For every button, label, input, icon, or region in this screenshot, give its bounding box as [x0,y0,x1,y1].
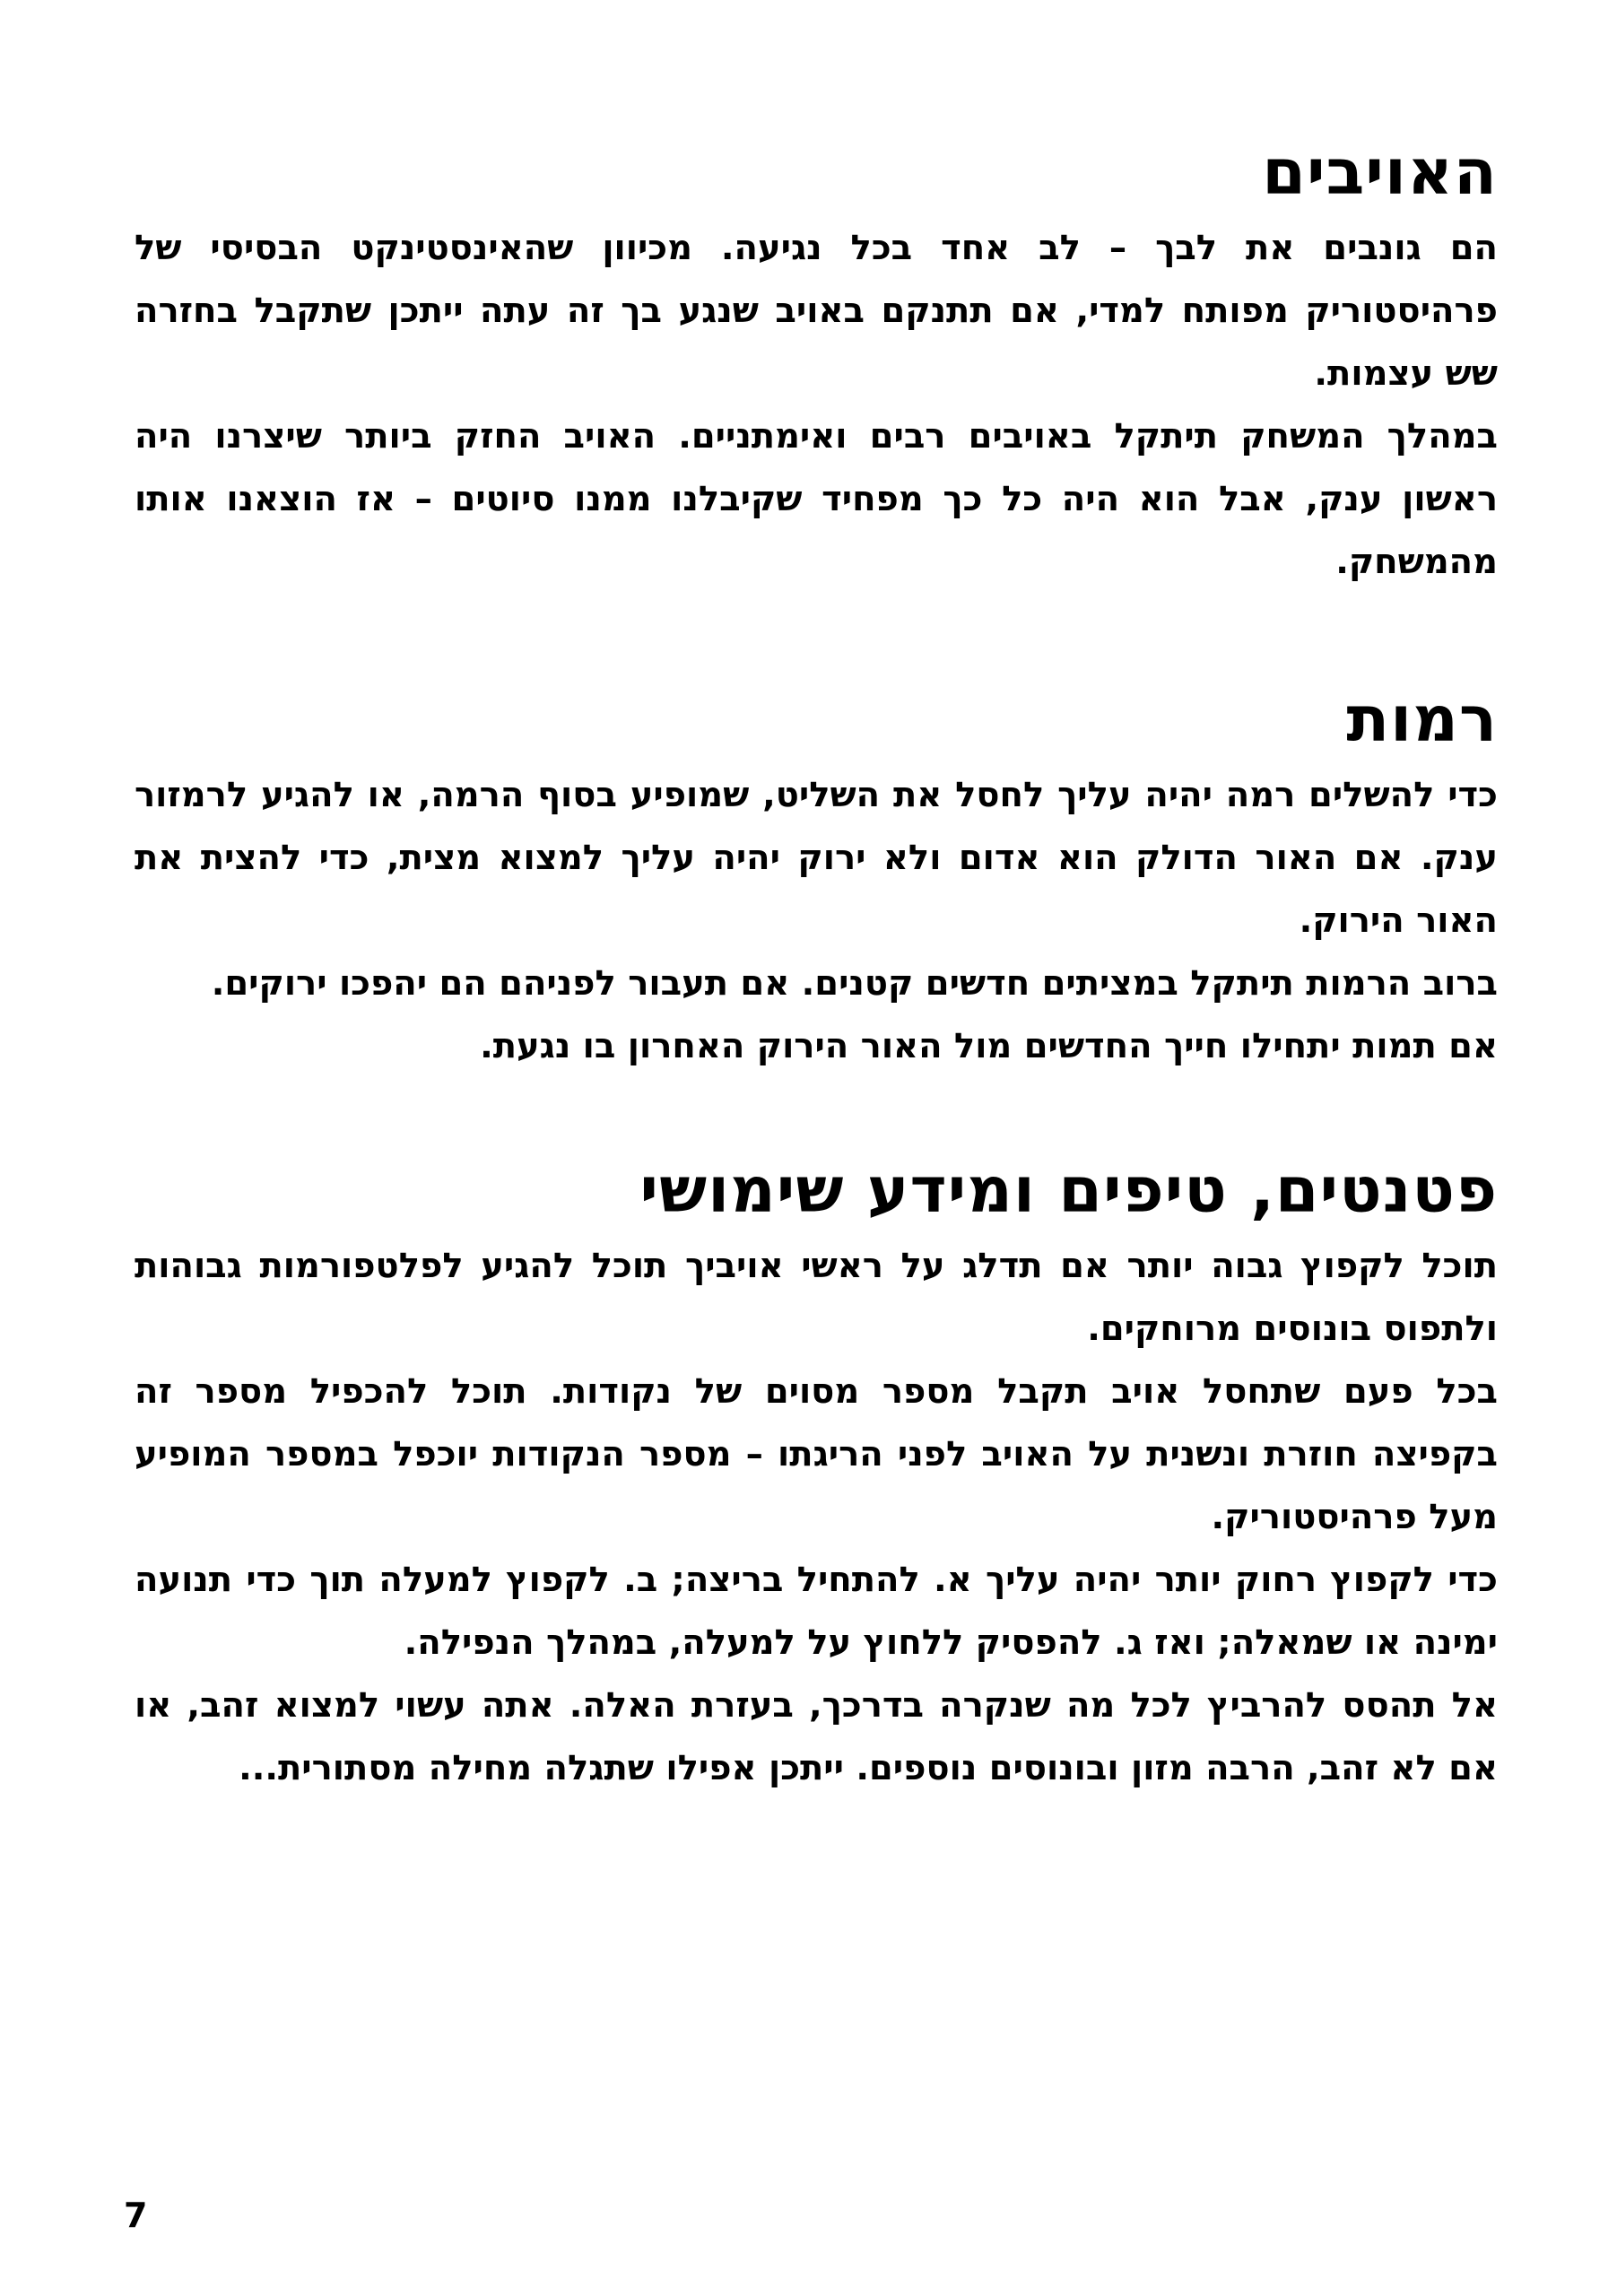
paragraph: כדי להשלים רמה יהיה עליך לחסל את השליט, שמופיע בסוף הרמה, או להגיע לרמזור ענק. אם האור הדולק הוא אדום ולא ירוק יהיה עליך למצוא מצית, כדי להצית את האור הירוק. [135,775,1498,941]
section-title-levels: רמות [1346,683,1498,756]
section-title-tips: פטנטים, טיפים ומידע שימושי [639,1153,1498,1227]
paragraph: תוכל לקפוץ גבוה יותר אם תדלג על ראשי אויביך תוכל להגיע לפלטפורמות גבוהות ולתפוס בונוסים מרוחקים. [135,1246,1498,1349]
paragraph: אם תמות יתחילו חייך החדשים מול האור הירוק האחרון בו נגעת. [480,1026,1498,1066]
section-tips [135,1152,1498,1800]
page-number: 7 [124,2196,148,2235]
section-title-enemies: האויבים [1262,135,1498,209]
paragraph: בכל פעם שתחסל אויב תקבל מספר מסוים של נקודות. תוכל להכפיל מספר זה בקפיצה חוזרת ונשנית על האויב לפני הריגתו – מספר הנקודות יוכפל במספר המופיע מעל פרהיסטוריק. [135,1371,1498,1537]
paragraph: ברוב הרמות תיתקל במציתים חדשים קטנים. אם תעבור לפניהם הם יהפכו ירוקים. [211,963,1498,1004]
section-enemies [135,135,1498,594]
paragraph: הם גונבים את לבך – לב אחד בכל נגיעה. מכיוון שהאינסטינקט הבסיסי של פרהיסטוריק מפותח למדי, אם תתנקם באויב שנגע בך זה עתה ייתכן שתקבל בחזרה שש עצמות. [135,228,1498,394]
paragraph: אל תהסס להרביץ לכל מה שנקרה בדרכך, בעזרת האלה. אתה עשוי למצוא זהב, או אם לא זהב, הרבה מזון ובונוסים נוספים. ייתכן אפילו שתגלה מחילה מסתורית... [135,1685,1498,1788]
section-levels [135,682,1498,1078]
paragraph: כדי לקפוץ רחוק יותר יהיה עליך א. להתחיל בריצה; ב. לקפוץ למעלה תוך כדי תנועה ימינה או שמאלה; ואז ג. להפסיק ללחוץ על למעלה, במהלך הנפילה. [135,1560,1498,1663]
paragraph: במהלך המשחק תיתקל באויבים רבים ואימתניים. האויב החזק ביותר שיצרנו היה ראשון ענק, אבל הוא היה כל כך מפחיד שקיבלנו ממנו סיוטים – אז הוצאנו אותו מהמשחק. [135,416,1498,582]
